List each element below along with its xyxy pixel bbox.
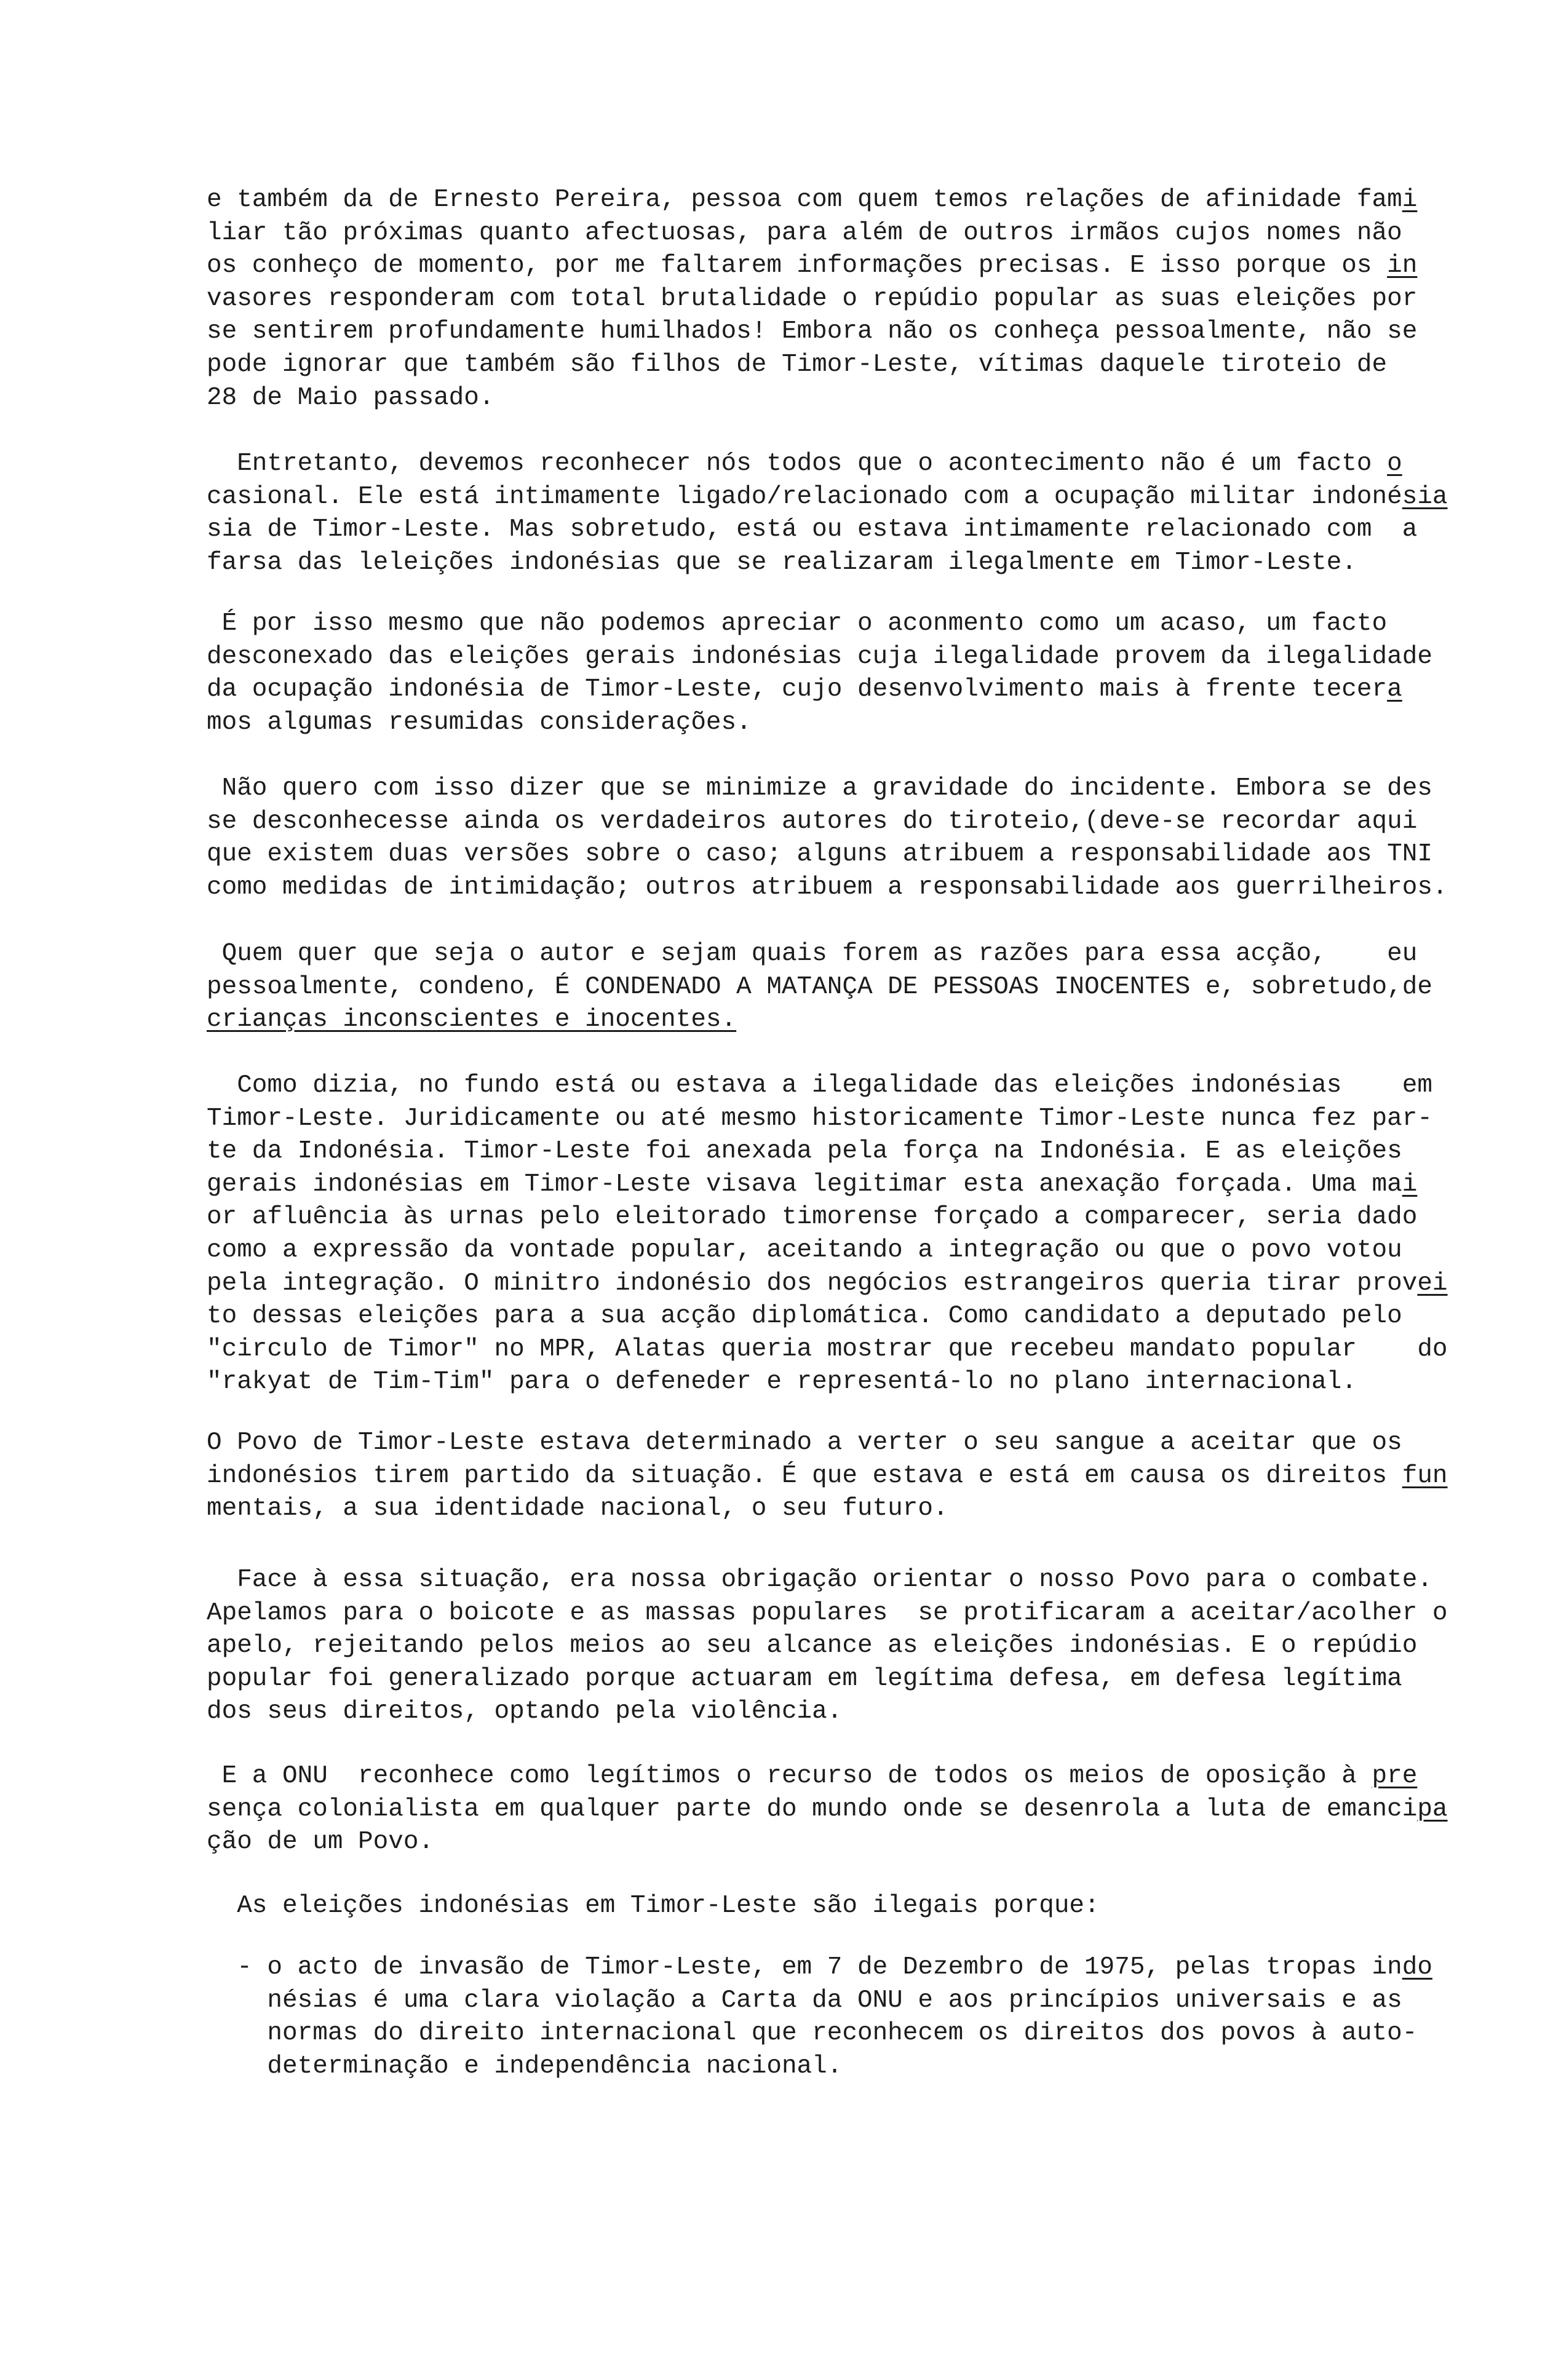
line-text: casional. Ele está intimamente ligado/relacionado com a ocupação militar indoné <box>207 482 1402 511</box>
line-text: os conheço de momento, por me faltarem informações precisas. E isso porque os <box>207 252 1388 280</box>
underlined-text: o <box>1387 450 1402 478</box>
underlined-text: i <box>1402 1170 1418 1199</box>
paragraph-5 <box>207 938 1529 1037</box>
text-line: ção de um Povo. <box>207 1828 434 1857</box>
line-text: indonésios tirem partido da situação. É que estava e está em causa os direitos <box>207 1461 1402 1490</box>
line-text: pela integração. O minitro indonésio dos negócios estrangeiros queria tirar prov <box>207 1269 1418 1298</box>
paragraph-6 <box>207 1069 1529 1399</box>
line-text: Entretanto, devemos reconhecer nós todos que o acontecimento não é um facto <box>237 450 1388 478</box>
text-line: Quem quer que seja o autor e sejam quais forem as razões para essa acção, eu <box>221 940 1418 968</box>
text-line: normas do direito internacional que reconhecem os direitos dos povos à auto- <box>267 2019 1418 2048</box>
text-line: "circulo de Timor" no MPR, Alatas queria mostrar que recebeu mandato popular do <box>207 1335 1448 1363</box>
text-line: desconexado das eleições gerais indonésias cuja ilegalidade provem da ilegalidade <box>207 642 1432 671</box>
text-line <box>207 448 1529 481</box>
text-line: que existem duas versões sobre o caso; alguns atribuem a responsabilidade aos TNI <box>207 840 1432 869</box>
text-line: Apelamos para o boicote e as massas populares se protificaram a aceitar/acolher o <box>207 1598 1448 1627</box>
text-line: mentais, a sua identidade nacional, o seu futuro. <box>207 1494 948 1523</box>
text-line: sia de Timor-Leste. Mas sobretudo, está ou estava intimamente relacionado com a <box>207 515 1418 544</box>
text-line: liar tão próximas quanto afectuosas, para além de outros irmãos cujos nomes não <box>207 218 1402 247</box>
underlined-text: crianças inconscientes e inocentes. <box>207 1006 737 1034</box>
text-line <box>207 1760 1529 1793</box>
underlined-text: fun <box>1402 1461 1448 1490</box>
text-line: como a expressão da vontade popular, aceitando a integração ou que o povo votou <box>207 1236 1402 1264</box>
underlined-text: do <box>1402 1953 1432 1981</box>
underlined-text: pa <box>1417 1795 1448 1823</box>
line-text: sença colonialista em qualquer parte do mundo onde se desenrola a luta de emanci <box>207 1795 1418 1823</box>
underlined-text: a <box>1387 675 1402 704</box>
underlined-text: sia <box>1402 482 1448 511</box>
text-line: determinação e independência nacional. <box>267 2052 843 2081</box>
line-text: E a ONU reconhece como legítimos o recurso de todos os meios de oposição à <box>221 1762 1372 1790</box>
bullet-item <box>207 1951 1529 2083</box>
text-line: mos algumas resumidas considerações. <box>207 708 752 737</box>
text-line <box>207 1168 1529 1202</box>
text-line: popular foi generalizado porque actuaram em legítima defesa, em defesa legítima <box>207 1664 1402 1693</box>
text-line: farsa das leleições indonésias que se realizaram ilegalmente em Timor-Leste. <box>207 548 1357 577</box>
text-line: Face à essa situação, era nossa obrigação orientar o nosso Povo para o combate. <box>237 1566 1432 1594</box>
paragraph-2 <box>207 448 1529 579</box>
text-line: vasores responderam com total brutalidade o repúdio popular as suas eleições por <box>207 284 1418 313</box>
line-text: gerais indonésias em Timor-Leste visava legitimar esta anexação forçada. Uma ma <box>207 1170 1402 1199</box>
text-line: se sentirem profundamente humilhados! Embora não os conheça pessoalmente, não se <box>207 317 1418 346</box>
line-text: da ocupação indonésia de Timor-Leste, cujo desenvolvimento mais à frente tecer <box>207 675 1388 704</box>
text-line: O Povo de Timor-Leste estava determinado a verter o seu sangue a aceitar que os <box>207 1429 1402 1457</box>
paragraph-7 <box>207 1427 1529 1526</box>
underlined-text: ei <box>1417 1269 1448 1298</box>
text-line: pessoalmente, condeno, É CONDENADO A MATANÇA DE PESSOAS INOCENTES e, sobretudo,de <box>207 972 1432 1001</box>
text-line <box>207 1793 1529 1827</box>
line-text: e também da de Ernesto Pereira, pessoa com quem temos relações de afinidade fam <box>207 186 1402 214</box>
underlined-text: i <box>1402 186 1418 214</box>
text-line: "rakyat de Tim-Tim" para o defeneder e representá-lo no plano internacional. <box>207 1368 1357 1397</box>
text-line: to dessas eleições para a sua acção diplomática. Como candidato a deputado pelo <box>207 1302 1402 1331</box>
text-line: É por isso mesmo que não podemos apreciar o aconmento como um acaso, um facto <box>221 609 1388 638</box>
text-line <box>207 1004 1529 1037</box>
text-line <box>207 481 1529 514</box>
paragraph-3 <box>207 608 1529 739</box>
text-line: como medidas de intimidação; outros atribuem a responsabilidade aos guerrilheiros. <box>207 873 1448 902</box>
text-line: nésias é uma clara violação a Carta da ONU e aos princípios universais e as <box>267 1986 1402 2015</box>
text-line: or afluência às urnas pelo eleitorado timorense forçado a comparecer, seria dado <box>207 1203 1418 1232</box>
text-line <box>207 250 1529 283</box>
text-line: se desconhecesse ainda os verdadeiros autores do tiroteio,(deve-se recordar aqui <box>207 807 1418 836</box>
paragraph-9 <box>207 1760 1529 1859</box>
text-line: Não quero com isso dizer que se minimize a gravidade do incidente. Embora se des <box>221 774 1432 803</box>
text-line: apelo, rejeitando pelos meios ao seu alcance as eleições indonésias. E o repúdio <box>207 1632 1418 1660</box>
paragraph-10 <box>207 1890 1529 1923</box>
line-text: - o acto de invasão de Timor-Leste, em 7 de Dezembro de 1975, pelas tropas in <box>237 1953 1402 1981</box>
paragraph-4 <box>207 772 1529 904</box>
text-line: dos seus direitos, optando pela violência. <box>207 1697 843 1726</box>
text-line: pode ignorar que também são filhos de Timor-Leste, vítimas daquele tiroteio de <box>207 350 1388 379</box>
text-line <box>207 1951 1529 1985</box>
text-line: 28 de Maio passado. <box>207 383 494 412</box>
text-line <box>207 1267 1529 1301</box>
text-line: te da Indonésia. Timor-Leste foi anexada pela força na Indonésia. E as eleições <box>207 1137 1402 1166</box>
underlined-text: in <box>1387 252 1418 280</box>
text-line <box>207 1460 1529 1493</box>
paragraph-8 <box>207 1564 1529 1729</box>
text-line: As eleições indonésias em Timor-Leste são ilegais porque: <box>237 1892 1100 1920</box>
underlined-text: pre <box>1372 1762 1418 1790</box>
text-line: Timor-Leste. Juridicamente ou até mesmo historicamente Timor-Leste nunca fez par- <box>207 1104 1432 1133</box>
text-line <box>207 673 1529 707</box>
text-line: Como dizia, no fundo está ou estava a ilegalidade das eleições indonésias em <box>237 1071 1432 1100</box>
paragraph-1 <box>207 184 1529 415</box>
text-line <box>207 184 1529 217</box>
